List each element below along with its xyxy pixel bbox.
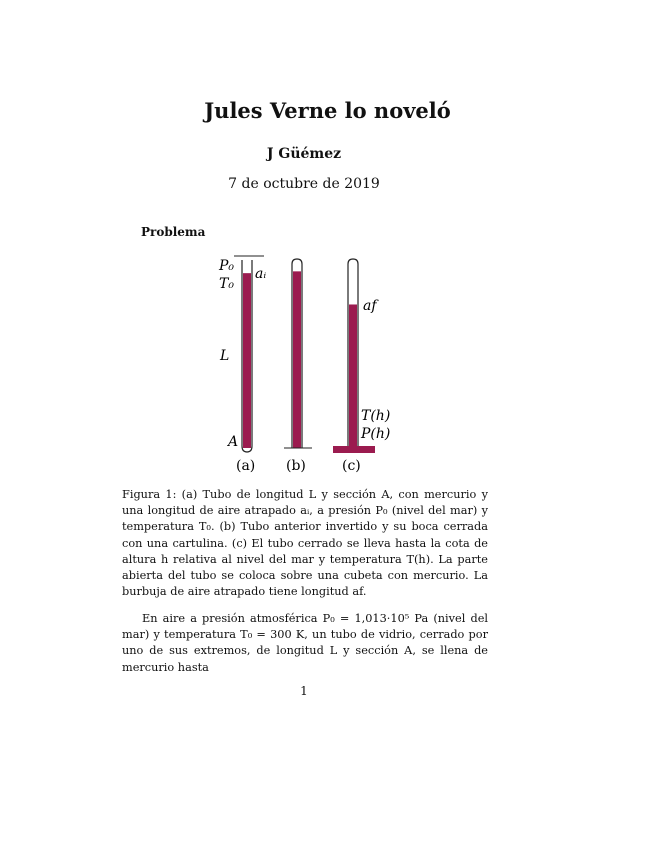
figure-tubes (200, 248, 410, 480)
page-number: 1 (300, 684, 308, 698)
mercury-basin (333, 446, 375, 453)
tube-b (284, 259, 312, 448)
label-panel-b: (b) (286, 458, 306, 474)
tube-b-mercury (293, 271, 301, 448)
label-Ph: P(h) (361, 426, 391, 442)
body-paragraph: En aire a presión atmosférica P₀ = 1,013·10⁵ Pa (nivel del mar) y temperatura T₀ = 300 K, un tubo de vidrio, cerrado por uno de sus extremos, de longitud L y sección A, se llena de mercurio hasta (122, 612, 488, 674)
label-L: L (220, 348, 230, 364)
label-ai: aᵢ (255, 266, 267, 282)
label-t0: T₀ (219, 276, 234, 292)
figure-caption: Figura 1: (a) Tubo de longitud L y sección A, con mercurio y una longitud de aire atrapado aᵢ, a presión P₀ (nivel del mar) y temperatura T₀. (b) Tubo anterior invertido y su boca cerrada con una cartulina. (c) El tubo cerrado se lleva hasta la cota de altura h relativa al nivel del mar y temperatura T(h). La parte abierta del tubo se coloca sobre una cubeta con mercurio. La burbuja de aire atrapado tiene longitud af. (122, 488, 488, 599)
author: J Güémez (266, 146, 342, 162)
label-panel-c: (c) (342, 458, 361, 474)
label-af: af (363, 298, 377, 314)
label-panel-a: (a) (236, 458, 256, 474)
tube-a-mercury (243, 273, 251, 448)
paper-title: Jules Verne lo noveló (204, 98, 451, 123)
section-heading: Problema (141, 225, 206, 239)
label-Th: T(h) (361, 408, 391, 424)
tube-a (234, 256, 267, 452)
tube-c-mercury (349, 304, 357, 448)
date: 7 de octubre de 2019 (228, 176, 380, 192)
label-p0: P₀ (219, 258, 235, 274)
label-A: A (228, 434, 239, 450)
